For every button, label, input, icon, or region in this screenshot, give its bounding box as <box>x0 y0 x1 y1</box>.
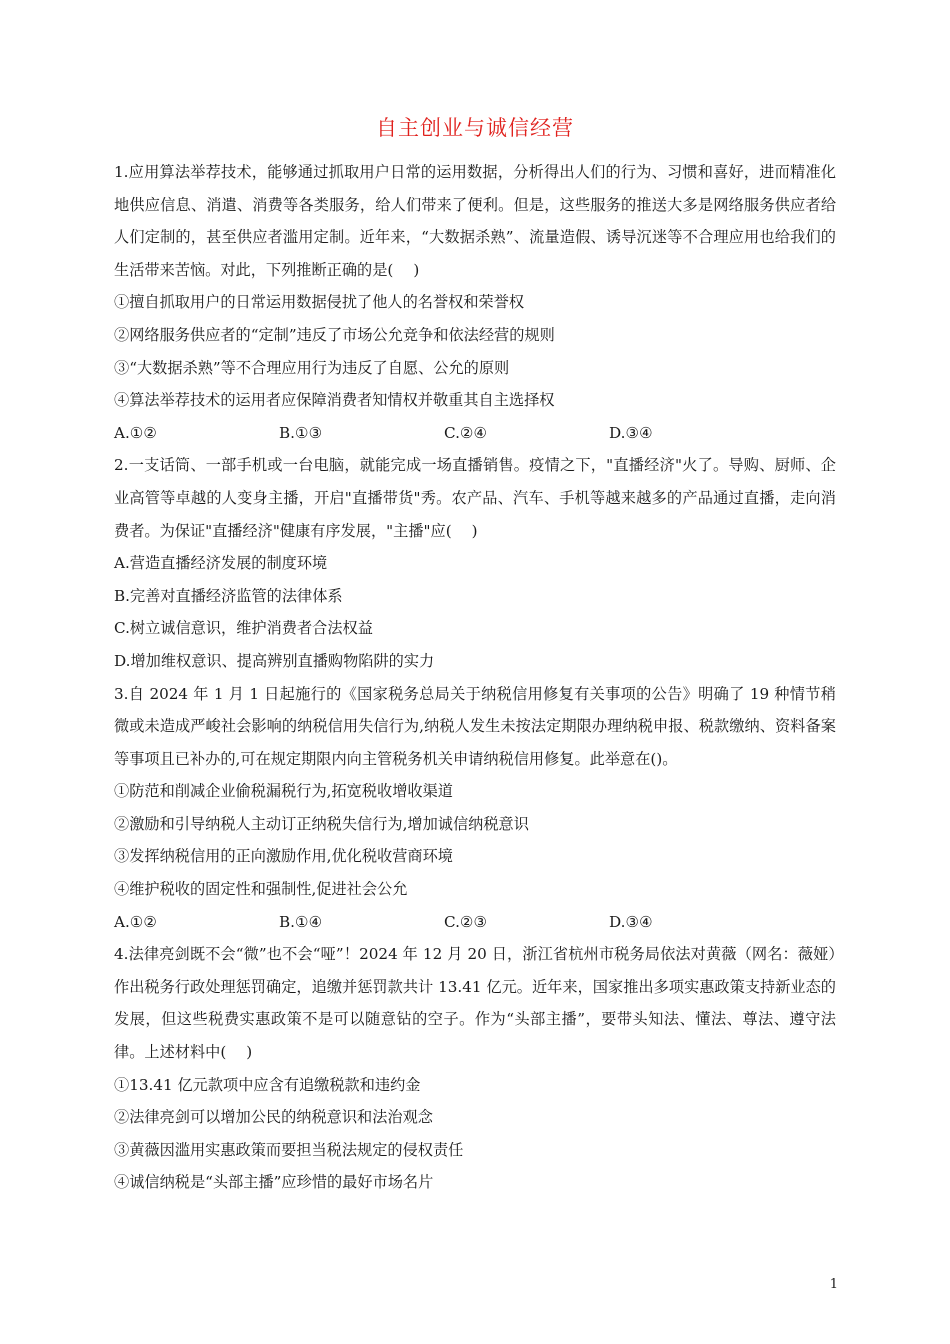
statement-item: ②网络服务供应者的“定制”违反了市场公允竞争和依法经营的规则 <box>114 325 555 344</box>
statement-item: ②法律亮剑可以增加公民的纳税意识和法治观念 <box>114 1108 433 1127</box>
answer-options <box>114 417 836 450</box>
option-a: A.①② <box>114 423 158 442</box>
statement-item: ④算法举荐技术的运用者应保障消费者知情权并敬重其自主选择权 <box>114 391 555 410</box>
question-stem: 3.自 2024 年 1 月 1 日起施行的《国家税务总局关于纳税信用修复有关事项的公告》明确了 19 种情节稍微或未造成严峻社会影响的纳税信用失信行为,纳税人发生未按法定期限办理纳税申报、税款缴纳、资料备案等事项且已补办的,可在规定期限内向主管税务机关申请纳税信用修复。此举意在()。 <box>114 684 836 768</box>
option-b: B.①③ <box>279 423 323 442</box>
statement-item: ③“大数据杀熟”等不合理应用行为违反了自愿、公允的原则 <box>114 358 510 377</box>
page-number: 1 <box>829 1277 838 1292</box>
statement-item: ①防范和削减企业偷税漏税行为,拓宽税收增收渠道 <box>114 782 453 801</box>
document-title: 自主创业与诚信经营 <box>376 116 574 140</box>
statement-item: ③发挥纳税信用的正向激励作用,优化税收营商环境 <box>114 847 453 866</box>
statement-item: ④诚信纳税是“头部主播”应珍惜的最好市场名片 <box>114 1173 434 1192</box>
option-d: D.③④ <box>609 912 653 931</box>
statement-item: ②激励和引导纳税人主动订正纳税失信行为,增加诚信纳税意识 <box>114 814 529 833</box>
statement-item: ④维护税收的固定性和强制性,促进社会公允 <box>114 880 408 899</box>
option-a: A.①② <box>114 912 158 931</box>
option-b: B.完善对直播经济监管的法律体系 <box>114 586 343 605</box>
option-c: C.树立诚信意识，维护消费者合法权益 <box>114 619 373 638</box>
answer-options <box>114 906 836 939</box>
question-3 <box>114 678 836 939</box>
option-d: D.③④ <box>609 423 653 442</box>
option-c: C.②④ <box>444 423 488 442</box>
option-d: D.增加维权意识、提高辨别直播购物陷阱的实力 <box>114 651 435 670</box>
question-stem: 4.法律亮剑既不会“微”也不会“哑”！2024 年 12 月 20 日，浙江省杭州市税务局依法对黄薇（网名：薇娅）作出税务行政处理惩罚确定，追缴并惩罚款共计 13.41 亿元。近年来，国家推出多项实惠政策支持新业态的发展，但这些税费实惠政策不是可以随意钻的空子。作为“头部主播”，要带头知法、懂法、尊法、遵守法律。上述材料中( ) <box>114 945 836 1062</box>
statement-item: ①13.41 亿元款项中应含有追缴税款和违约金 <box>114 1075 421 1094</box>
statement-item: ①擅自抓取用户的日常运用数据侵扰了他人的名誉权和荣誉权 <box>114 293 525 312</box>
question-4 <box>114 938 836 1199</box>
option-b: B.①④ <box>279 912 323 931</box>
statement-item: ③黄薇因滥用实惠政策而要担当税法规定的侵权责任 <box>114 1140 464 1159</box>
option-a: A.营造直播经济发展的制度环境 <box>114 554 328 573</box>
question-stem: 1.应用算法举荐技术，能够通过抓取用户日常的运用数据，分析得出人们的行为、习惯和喜好，进而精准化地供应信息、消遣、消费等各类服务，给人们带来了便利。但是，这些服务的推送大多是网络服务供应者给人们定制的，甚至供应者滥用定制。近年来，“大数据杀熟”、流量造假、诱导沉迷等不合理应用也给我们的生活带来苦恼。对此，下列推断正确的是( ) <box>114 163 836 279</box>
option-c: C.②③ <box>444 912 488 931</box>
question-stem: 2.一支话筒、一部手机或一台电脑，就能完成一场直播销售。疫情之下，"直播经济"火了。导购、厨师、企业高管等卓越的人变身主播，开启"直播带货"秀。农产品、汽车、手机等越来越多的产品通过直播，走向消费者。为保证"直播经济"健康有序发展，"主播"应( ) <box>114 456 836 540</box>
question-2 <box>114 449 836 677</box>
question-1 <box>114 156 836 449</box>
question-list <box>114 156 836 1199</box>
